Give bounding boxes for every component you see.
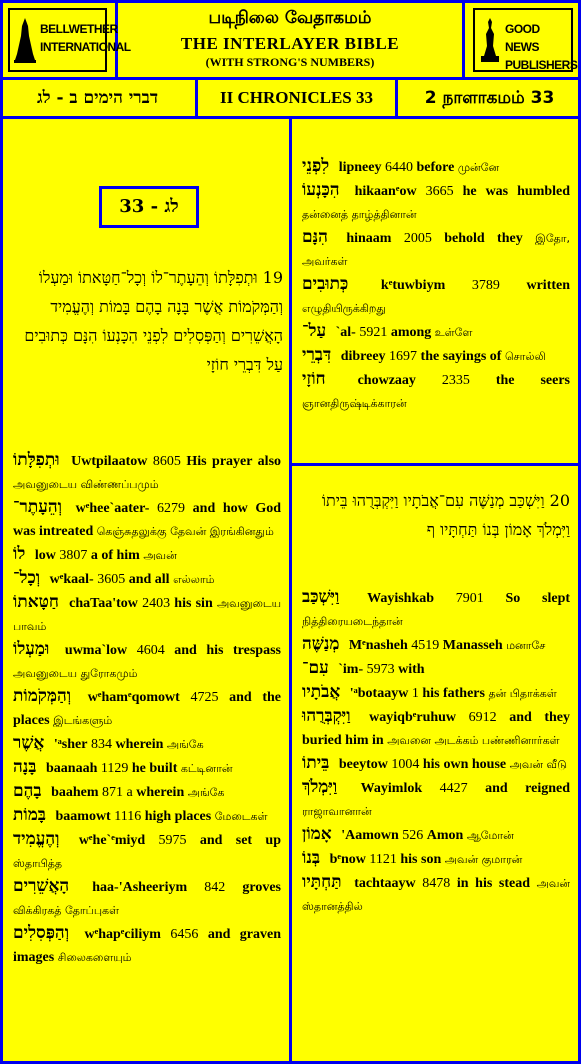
transliteration: `al- — [335, 325, 356, 340]
word-entry — [302, 847, 570, 871]
left-word-list — [13, 449, 281, 969]
header — [0, 0, 581, 80]
word-entry — [13, 828, 281, 875]
verse-19-hebrew: 19 וּתְפִלָּתוֹ וְהֵעָתֶר־לוֹ וְכָל־חַטָּאתוֹ וּמַעְלוֹ וְהַמְּקֹמוֹת אֲשֶׁר בָּנָה בָהֶם בָּמוֹת וְהֶעֱמִיד הָאֲשֵׁרִים וְהַפְּסִלִים לִפְנֵי הִכָּנְעוֹ הִנָּם כְּתוּבִים עַל דִּבְרֵי חוֹזָי — [24, 268, 283, 374]
transliteration: Mᵉnasheh — [348, 638, 408, 653]
transliteration: Wayishkab — [367, 591, 435, 606]
right-top-word-list — [302, 155, 570, 415]
tamil-gloss: அவன் குமாரன் — [444, 853, 523, 866]
hebrew-word: וַיִּקְבְּרֻהוּ — [302, 706, 351, 726]
hebrew-word: תַּחְתָּיו — [302, 872, 342, 892]
hebrew-word: אָמוֹן — [302, 824, 332, 844]
english-gloss: his fathers — [422, 686, 485, 701]
word-entry — [302, 681, 570, 705]
hebrew-word: עִם־ — [302, 658, 329, 678]
hebrew-word: וְכָל־ — [13, 568, 41, 588]
strongs-number: 5973 — [366, 662, 395, 677]
hebrew-word: וַיִּשְׁכַּב — [302, 587, 340, 607]
tamil-gloss: நித்திரையடைந்தான் — [302, 615, 403, 628]
tamil-gloss: தன் பிதாக்கள் — [488, 687, 557, 700]
tamil-gloss: அங்கே — [187, 786, 225, 799]
hebrew-word: עַל־ — [302, 321, 327, 341]
right-top-column — [289, 116, 581, 466]
reference-bar — [0, 80, 581, 119]
hebrew-word: וְהַמְּקֹמוֹת — [13, 686, 72, 706]
english-gloss: So slept — [505, 591, 571, 606]
ref-english: II CHRONICLES 33 — [198, 80, 398, 116]
transliteration: wayiqbᵉruhuw — [369, 710, 457, 725]
ref-hebrew: דברי הימים ב - לג — [0, 80, 198, 116]
tamil-gloss: மேடைகள் — [214, 810, 268, 823]
transliteration: chaTaa'tow — [69, 596, 138, 611]
strongs-number: 3789 — [471, 278, 500, 293]
english-gloss: the seers — [495, 373, 571, 388]
hebrew-word: חַטָּאתוֹ — [13, 592, 59, 612]
hebrew-word: הִכָּנְעוֹ — [302, 180, 340, 200]
word-entry — [302, 368, 570, 415]
bell-icon — [13, 16, 37, 64]
tamil-gloss: முன்னே — [457, 161, 500, 174]
english-gloss: his sin — [174, 596, 213, 611]
word-entry — [13, 638, 281, 685]
strongs-number: 1 — [411, 686, 419, 701]
logo-right-line2: PUBLISHERS — [505, 58, 578, 72]
english-gloss: Amon — [426, 828, 464, 843]
strongs-number: 5921 — [359, 325, 388, 340]
hebrew-word: וְהֵעָתֶר־ — [13, 497, 62, 517]
tamil-gloss: ஆமோன் — [466, 829, 514, 842]
word-entry — [302, 155, 570, 179]
strongs-number: 7901 — [455, 591, 484, 606]
word-entry — [13, 732, 281, 756]
ref-tamil: 2 நாளாகமம் 33 — [424, 88, 555, 108]
english-gloss: with — [398, 662, 425, 677]
transliteration: 'Aamown — [341, 828, 399, 843]
hebrew-word: דִּבְרֵי — [302, 345, 332, 365]
english-gloss: His prayer also — [186, 454, 282, 469]
tamil-gloss: மனாசே — [506, 639, 546, 652]
word-entry — [13, 804, 281, 828]
transliteration: wᵉhapᵉciliym — [84, 927, 161, 942]
english-gloss: a of him — [90, 548, 140, 563]
transliteration: wᵉhe`ᵉmiyd — [78, 833, 146, 848]
statue-icon — [478, 16, 502, 64]
english-gloss: and his trespass — [174, 643, 281, 658]
english-gloss: written — [526, 278, 571, 293]
tamil-gloss: எல்லாம் — [173, 573, 215, 586]
transliteration: tachtaayw — [354, 876, 416, 891]
word-entry — [302, 273, 570, 320]
hebrew-word: אֲשֶׁר — [13, 733, 45, 753]
tamil-gloss: அவன் வீடு — [509, 758, 567, 771]
transliteration: kᵉtuwbiym — [380, 278, 446, 293]
word-entry — [302, 226, 570, 273]
word-entry — [302, 752, 570, 776]
word-entry — [302, 705, 570, 752]
transliteration: Wayimlok — [360, 781, 423, 796]
transliteration: baanaah — [46, 761, 98, 776]
word-entry — [13, 567, 281, 591]
left-column — [0, 116, 292, 1064]
transliteration: wᵉhamᵉqomowt — [87, 690, 180, 705]
right-bottom-word-list — [302, 586, 570, 918]
english-gloss: the sayings of — [420, 349, 502, 364]
tamil-gloss: இதோ, அவர்கள் — [302, 232, 571, 268]
hebrew-word: בְּנוֹ — [302, 848, 321, 868]
good-news-logo — [462, 0, 581, 80]
english-gloss: and how God was intreated — [13, 501, 282, 539]
word-entry — [13, 449, 281, 496]
transliteration: 'ᵃsher — [53, 737, 88, 752]
strongs-number: 6279 — [157, 501, 186, 516]
english-gloss: groves — [242, 880, 281, 895]
hebrew-word: וּמַעְלוֹ — [13, 639, 50, 659]
english-gloss: Manasseh — [442, 638, 503, 653]
transliteration: dibreey — [340, 349, 386, 364]
tamil-gloss: ஸ்தாபித்த — [13, 857, 63, 870]
strongs-number: 2403 — [142, 596, 171, 611]
strongs-number: 526 — [402, 828, 424, 843]
english-gloss: his son — [400, 852, 442, 867]
tamil-gloss: அவன் ஸ்தானத்தில் — [302, 877, 571, 913]
hebrew-word: וַיִּמְלֹךְ — [302, 777, 338, 797]
hebrew-word: חוֹזָי — [302, 369, 326, 389]
hebrew-word: בָהֶם — [13, 781, 42, 801]
strongs-number: 5975 — [158, 833, 187, 848]
title-sub: (WITH STRONG'S NUMBERS) — [205, 55, 375, 69]
title-block — [118, 0, 462, 80]
word-entry — [302, 776, 570, 823]
chapter-label: לג - 33 — [99, 186, 199, 228]
title-main: THE INTERLAYER BIBLE — [180, 34, 400, 53]
tamil-gloss: இடங்களும் — [53, 714, 113, 727]
tamil-gloss: அங்கே — [166, 738, 204, 751]
hebrew-word: בֵּיתוֹ — [302, 753, 330, 773]
english-gloss: he was humbled — [462, 184, 571, 199]
hebrew-word: כְּתוּבִים — [302, 274, 349, 294]
word-entry — [13, 591, 281, 638]
transliteration: Uwtpilaatow — [71, 454, 148, 469]
strongs-number: 8605 — [152, 454, 181, 469]
strongs-number: 1004 — [391, 757, 420, 772]
tamil-gloss: அவனை அடக்கம் பண்ணினார்கள் — [387, 734, 560, 747]
logo-left-line1: BELLWETHER — [40, 22, 118, 36]
strongs-number: 842 — [204, 880, 226, 895]
transliteration: uwma`low — [64, 643, 128, 658]
english-gloss: and reigned — [485, 781, 571, 796]
logo-right-line1: GOOD NEWS — [505, 22, 540, 54]
transliteration: 'ᵃbotaayw — [349, 686, 409, 701]
english-gloss: and they buried him in — [302, 710, 571, 748]
bellwether-logo — [0, 0, 131, 80]
transliteration: wᵉkaal- — [49, 572, 94, 587]
transliteration: bᵉnow — [329, 852, 366, 867]
tamil-gloss: ஞானதிருஷ்டிக்காரன் — [302, 397, 407, 410]
english-gloss: he built — [131, 761, 178, 776]
word-entry — [13, 875, 281, 922]
strongs-number: 8478 — [422, 876, 451, 891]
transliteration: hikaanᵉow — [354, 184, 417, 199]
word-entry — [302, 657, 570, 681]
english-gloss: wherein — [136, 785, 185, 800]
hebrew-word: לִפְנֵי — [302, 156, 330, 176]
tamil-gloss: சிலைகளையும் — [57, 951, 132, 964]
hebrew-word: וְהַפְּסִלִים — [13, 923, 70, 943]
english-gloss: behold they — [444, 231, 523, 246]
english-gloss: in his stead — [456, 876, 530, 891]
transliteration: haa-'Asheeriym — [92, 880, 188, 895]
hebrew-word: בָּנָה — [13, 757, 37, 777]
tamil-gloss: ராஜாவானான் — [302, 805, 372, 818]
word-entry — [302, 586, 570, 633]
tamil-gloss: உள்ளே — [434, 326, 473, 339]
hebrew-word: לוֹ — [13, 544, 26, 564]
strongs-number: 1116 — [114, 809, 142, 824]
transliteration: `im- — [338, 662, 364, 677]
word-entry — [302, 823, 570, 847]
hebrew-word: הָאֲשֵׁרִים — [13, 876, 70, 896]
logo-left-line2: INTERNATIONAL — [40, 40, 131, 54]
word-entry — [302, 179, 570, 226]
hebrew-word: בָּמוֹת — [13, 805, 46, 825]
transliteration: hinaam — [346, 231, 392, 246]
strongs-number: 6912 — [468, 710, 497, 725]
transliteration: baamowt — [55, 809, 111, 824]
english-gloss: and the places — [13, 690, 281, 728]
tamil-gloss: தன்னைத் தாழ்த்தினான் — [302, 208, 417, 221]
verse-20-hebrew: 20 וַיִּשְׁכַּב מְנַשֶּׁה עִם־אֲבֹתָיו וַיִּקְבְּרֻהוּ בֵּיתוֹ וַיִּמְלֹךְ אָמוֹן בְּנוֹ תַּחְתָּיו ף — [321, 491, 570, 539]
strongs-number: 4519 — [411, 638, 440, 653]
strongs-number: 871 a — [102, 785, 133, 800]
strongs-number: 6440 — [384, 160, 413, 175]
strongs-number: 4427 — [439, 781, 468, 796]
english-gloss: and set up — [199, 833, 282, 848]
strongs-number: 1697 — [389, 349, 418, 364]
strongs-number: 6456 — [170, 927, 199, 942]
right-bottom-column — [289, 463, 581, 1064]
tamil-gloss: அவனுடைய துரோகமும் — [13, 667, 138, 680]
english-gloss: his own house — [422, 757, 507, 772]
tamil-gloss: அவனுடைய பாவம் — [13, 597, 282, 633]
tamil-gloss: கெஞ்சுதலுக்கு தேவன் இரங்கினதும் — [96, 525, 274, 538]
english-gloss: before — [416, 160, 455, 175]
english-gloss: wherein — [115, 737, 164, 752]
transliteration: wᵉhee`aater- — [75, 501, 150, 516]
strongs-number: 834 — [90, 737, 112, 752]
word-entry — [302, 320, 570, 344]
tamil-gloss: அவன் — [143, 549, 177, 562]
tamil-gloss: கட்டினான் — [180, 762, 233, 775]
transliteration: chowzaay — [357, 373, 416, 388]
hebrew-word: וּתְפִלָּתוֹ — [13, 450, 60, 470]
strongs-number: 4725 — [190, 690, 219, 705]
word-entry — [302, 871, 570, 918]
title-tamil: படிநிலை வேதாகமம் — [208, 8, 372, 28]
english-gloss: among — [390, 325, 432, 340]
tamil-gloss: அவனுடைய விண்ணப்பமும் — [13, 478, 159, 491]
tamil-gloss: சொல்லி — [504, 350, 546, 363]
word-entry — [13, 543, 281, 567]
strongs-number: 4604 — [136, 643, 165, 658]
english-gloss: and graven images — [13, 927, 282, 965]
hebrew-word: וְהֶעֱמִיד — [13, 829, 60, 849]
word-entry — [13, 922, 281, 969]
english-gloss: and all — [128, 572, 170, 587]
strongs-number: 2335 — [441, 373, 470, 388]
transliteration: baahem — [51, 785, 99, 800]
word-entry — [13, 780, 281, 804]
english-gloss: high places — [144, 809, 212, 824]
strongs-number: 1129 — [100, 761, 129, 776]
hebrew-word: מְנַשֶּׁה — [302, 634, 340, 654]
transliteration: lipneey — [338, 160, 382, 175]
hebrew-word: הִנָּם — [302, 227, 328, 247]
tamil-gloss: எழுதியிருக்கிறது — [302, 302, 386, 315]
strongs-number: 1121 — [369, 852, 397, 867]
strongs-number: 3665 — [425, 184, 454, 199]
word-entry — [302, 633, 570, 657]
hebrew-word: אֲבֹתָיו — [302, 682, 341, 702]
word-entry — [13, 685, 281, 732]
strongs-number: 3807 — [59, 548, 88, 563]
strongs-number: 2005 — [403, 231, 432, 246]
transliteration: low — [34, 548, 56, 563]
word-entry — [302, 344, 570, 368]
tamil-gloss: விக்கிரகத் தோப்புகள் — [13, 904, 119, 917]
word-entry — [13, 756, 281, 780]
word-entry — [13, 496, 281, 543]
transliteration: beeytow — [338, 757, 388, 772]
strongs-number: 3605 — [97, 572, 126, 587]
